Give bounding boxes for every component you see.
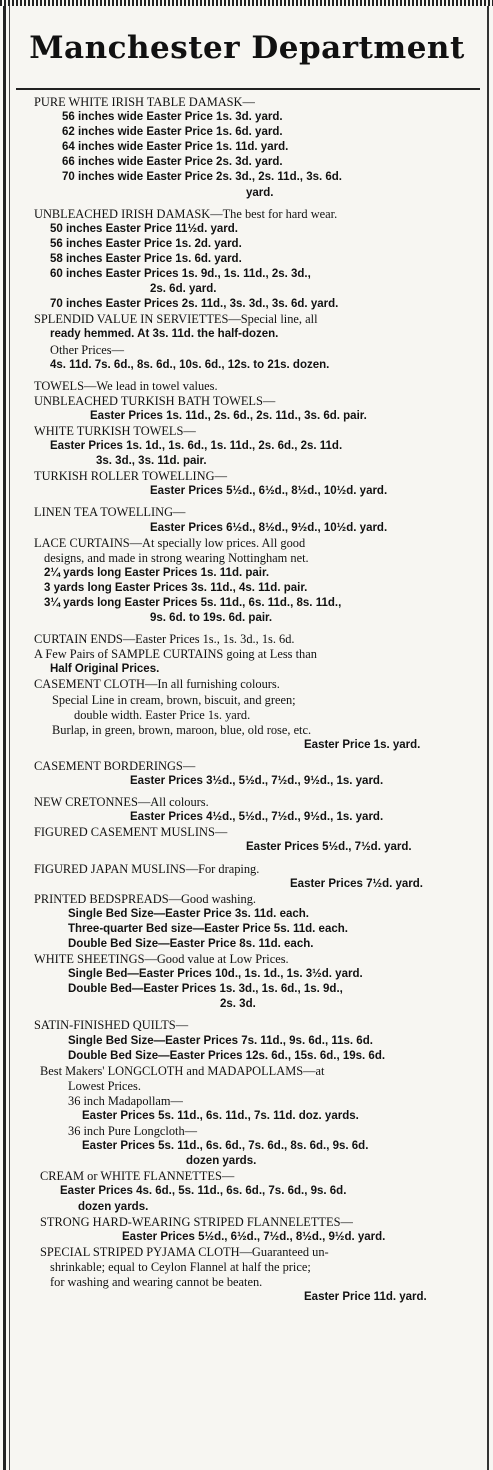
price-line: dozen yards. [186,1155,257,1168]
text-line: A Few Pairs of SAMPLE CURTAINS going at Less than [34,647,317,662]
text-line: TOWELS—We lead in towel values. [34,378,218,393]
price-line: ready hemmed. At 3s. 11d. the half-dozen. [50,328,279,341]
price-line: Easter Prices 6½d., 8½d., 9½d., 10½d. yard. [150,521,388,534]
price-line: Three-quarter Bed size—Easter Price 5s. 11d. each. [68,922,348,935]
price-line: Double Bed—Easter Prices 1s. 3d., 1s. 6d., 1s. 9d., [68,983,343,996]
price-line: Easter Prices 5½d., 6½d., 8½d., 10½d. yard. [150,485,388,498]
price-line: 56 inches Easter Price 1s. 2d. yard. [50,237,242,250]
text-line: PRINTED BEDSPREADS—Good washing. [34,891,257,906]
price-line: Easter Prices 4½d., 5½d., 7½d., 9½d., 1s. yard. [130,811,384,824]
price-line: Easter Prices 7½d. yard. [290,877,423,890]
price-line: 50 inches Easter Price 11½d. yard. [50,222,238,235]
right-column-rule [487,6,489,1470]
price-line: yard. [246,186,274,199]
price-line: 66 inches wide Easter Price 2s. 3d. yard. [62,156,283,169]
price-line: 70 inches wide Easter Price 2s. 3d., 2s. 11d., 3s. 6d. [62,171,342,184]
text-line: designs, and made in strong wearing Nottingham net. [44,550,309,565]
text-line: Other Prices— [50,342,124,357]
price-line: 3 yards long Easter Prices 3s. 11d., 4s. 11d. pair. [44,581,308,594]
price-line: 70 inches Easter Prices 2s. 11d., 3s. 3d., 3s. 6d. yard. [50,298,339,311]
text-line: CREAM or WHITE FLANNETTES— [40,1169,235,1184]
price-line: 58 inches Easter Price 1s. 6d. yard. [50,252,242,265]
price-line: Easter Prices 5½d., 6½d., 7½d., 8½d., 9½d. yard. [122,1230,386,1243]
price-list [34,95,470,1305]
price-line: Single Bed—Easter Prices 10d., 1s. 1d., 1s. 3½d. yard. [68,968,363,981]
text-line: PURE WHITE IRISH TABLE DAMASK— [34,95,255,109]
text-line: STRONG HARD-WEARING STRIPED FLANNELETTES— [40,1214,353,1229]
text-line: CURTAIN ENDS—Easter Prices 1s., 1s. 3d., 1s. 6d. [34,632,295,647]
text-line: FIGURED CASEMENT MUSLINS— [34,825,228,840]
left-column-rule [3,6,6,1470]
price-line: 2¼ yards long Easter Prices 1s. 11d. pair. [44,566,270,579]
text-line: WHITE SHEETINGS—Good value at Low Prices. [34,952,289,967]
text-line: double width. Easter Price 1s. yard. [74,707,251,722]
price-line: Single Bed Size—Easter Prices 7s. 11d., 9s. 6d., 11s. 6d. [68,1034,373,1047]
text-line: 36 inch Madapollam— [68,1093,183,1108]
price-line: Easter Prices 3½d., 5½d., 7½d., 9½d., 1s. yard. [130,775,384,788]
price-line: 62 inches wide Easter Price 1s. 6d. yard. [62,126,283,139]
text-line: Best Makers' LONGCLOTH and MADAPOLLAMS—at [40,1063,325,1078]
price-line: 64 inches wide Easter Price 1s. 11d. yard. [62,141,289,154]
text-line: WHITE TURKISH TOWELS— [34,423,196,438]
price-line: Half Original Prices. [50,663,160,676]
text-line: UNBLEACHED TURKISH BATH TOWELS— [34,393,276,408]
price-line: 3s. 3d., 3s. 11d. pair. [96,455,207,468]
price-line: Easter Prices 5s. 11d., 6s. 11d., 7s. 11d. doz. yards. [82,1110,359,1122]
text-line: SPLENDID VALUE IN SERVIETTES—Special line, all [34,312,318,327]
price-line: Easter Price 11d. yard. [304,1291,427,1304]
text-line: for washing and wearing cannot be beaten. [50,1275,263,1290]
price-line: Easter Prices 1s. 1d., 1s. 6d., 1s. 11d., 2s. 6d., 2s. 11d. [50,440,343,453]
text-line: CASEMENT BORDERINGS— [34,758,196,773]
price-line: 56 inches wide Easter Price 1s. 3d. yard. [62,111,283,124]
left-column-rule-thin [9,6,10,1470]
text-line: SATIN-FINISHED QUILTS— [34,1018,189,1033]
text-line: Special Line in cream, brown, biscuit, and green; [52,692,296,707]
price-line: Double Bed Size—Easter Prices 12s. 6d., 15s. 6d., 19s. 6d. [68,1049,386,1062]
price-line: 3¼ yards long Easter Prices 5s. 11d., 6s. 11d., 8s. 11d., [44,597,342,609]
department-title: Manchester Department [29,30,465,66]
price-line: Easter Prices 1s. 11d., 2s. 6d., 2s. 11d., 3s. 6d. pair. [90,409,367,422]
text-line: 36 inch Pure Longcloth— [68,1124,198,1139]
title-rule [16,88,480,90]
price-line: 2s. 6d. yard. [150,283,217,296]
text-line: CASEMENT CLOTH—In all furnishing colours. [34,677,280,692]
text-line: LINEN TEA TOWELLING— [34,505,186,520]
top-border [0,0,493,6]
text-line: FIGURED JAPAN MUSLINS—For draping. [34,861,260,876]
price-line: 4s. 11d. 7s. 6d., 8s. 6d., 10s. 6d., 12s. to 21s. dozen. [50,358,330,371]
price-line: 60 inches Easter Prices 1s. 9d., 1s. 11d., 2s. 3d., [50,268,311,281]
text-line: Lowest Prices. [68,1078,141,1093]
price-line: Single Bed Size—Easter Price 3s. 11d. each. [68,907,309,920]
price-line: Easter Prices 5½d., 7½d. yard. [246,841,412,854]
price-line: Easter Prices 4s. 6d., 5s. 11d., 6s. 6d., 7s. 6d., 9s. 6d. [60,1185,347,1198]
text-line: NEW CRETONNES—All colours. [34,795,209,810]
text-line: shrinkable; equal to Ceylon Flannel at half the price; [50,1259,311,1274]
text-line: LACE CURTAINS—At specially low prices. All good [34,535,306,550]
price-line: Double Bed Size—Easter Price 8s. 11d. each. [68,937,314,950]
price-line: 9s. 6d. to 19s. 6d. pair. [150,612,273,625]
text-line: SPECIAL STRIPED PYJAMA CLOTH—Guaranteed un- [40,1244,329,1259]
text-line: Burlap, in green, brown, maroon, blue, old rose, etc. [52,722,312,737]
text-line: UNBLEACHED IRISH DAMASK—The best for hard wear. [34,206,338,221]
text-line: TURKISH ROLLER TOWELLING— [34,469,227,484]
price-line: 2s. 3d. [220,998,256,1011]
price-line: Easter Price 1s. yard. [304,738,421,751]
price-line: dozen yards. [78,1200,149,1213]
price-line: Easter Prices 5s. 11d., 6s. 6d., 7s. 6d., 8s. 6d., 9s. 6d. [82,1140,369,1153]
